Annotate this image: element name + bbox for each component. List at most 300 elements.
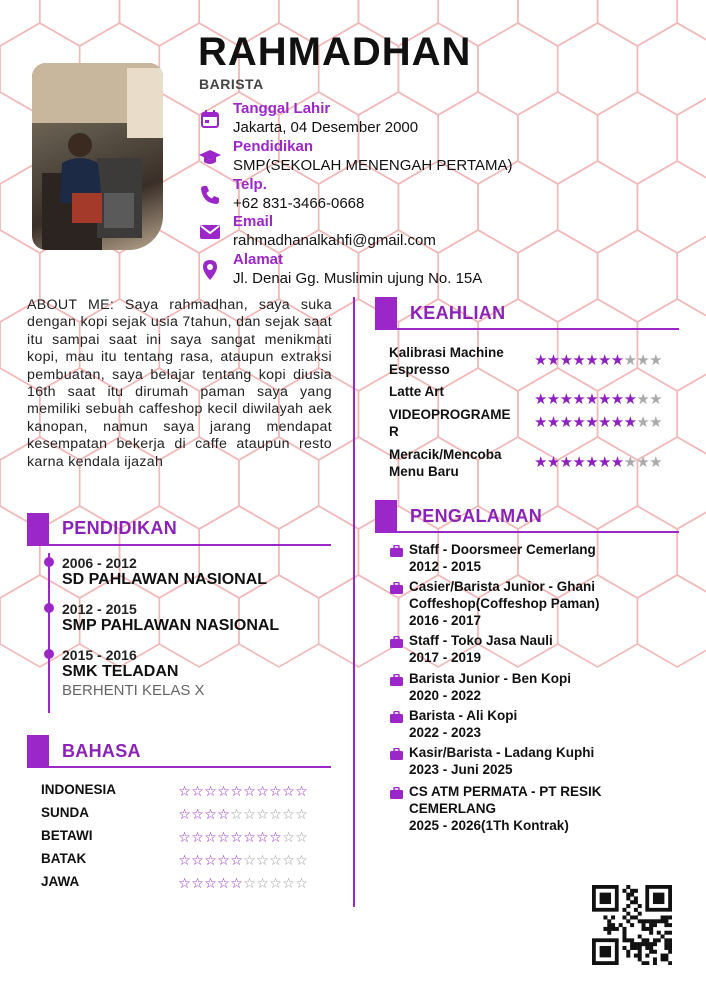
qr-module bbox=[638, 904, 642, 908]
hexagon-shape bbox=[120, 0, 200, 46]
column-divider bbox=[353, 297, 355, 907]
skill-name: VIDEOPROGRAME R bbox=[389, 407, 511, 439]
star-icon: ★ bbox=[597, 391, 612, 408]
qr-module bbox=[645, 954, 649, 958]
qr-module bbox=[668, 950, 672, 954]
qr-module bbox=[638, 946, 642, 950]
education-years: 2015 - 2016 bbox=[62, 647, 137, 663]
skill-name: Kalibrasi Machine Espresso bbox=[389, 345, 504, 377]
qr-module bbox=[657, 931, 661, 935]
hexagon-shape bbox=[558, 437, 638, 529]
qr-module bbox=[661, 957, 665, 961]
star-icon: ★ bbox=[572, 391, 586, 408]
star-icon: ☆ bbox=[204, 783, 217, 799]
star-icon: ★ bbox=[636, 352, 650, 369]
skill-rating bbox=[534, 415, 662, 431]
qr-module bbox=[645, 946, 649, 950]
qr-module bbox=[622, 908, 626, 912]
language-name: JAWA bbox=[41, 874, 80, 889]
qr-module bbox=[626, 896, 630, 900]
qr-module bbox=[668, 946, 672, 950]
experience-line: 2017 - 2019 bbox=[409, 650, 482, 665]
hexagon-shape bbox=[637, 299, 706, 391]
qr-module bbox=[630, 923, 634, 927]
qr-module bbox=[661, 935, 665, 939]
contact-label: Telp. bbox=[233, 176, 267, 193]
qr-module bbox=[668, 942, 672, 946]
star-icon: ★ bbox=[623, 352, 638, 369]
star-icon: ★ bbox=[623, 454, 638, 471]
star-icon: ☆ bbox=[295, 875, 308, 891]
qr-module bbox=[668, 931, 672, 935]
qr-module bbox=[642, 961, 646, 965]
qr-module bbox=[611, 927, 615, 931]
timeline-dot bbox=[44, 649, 54, 659]
education-school: SD PAHLAWAN NASIONAL bbox=[62, 571, 268, 588]
experience-line: 2012 - 2015 bbox=[409, 559, 482, 574]
qr-module bbox=[638, 912, 642, 916]
qr-module bbox=[642, 923, 646, 927]
name-heading: RAHMADHAN bbox=[198, 30, 472, 74]
skill-rating bbox=[534, 353, 662, 369]
language-rating bbox=[178, 875, 308, 891]
star-icon: ☆ bbox=[243, 875, 256, 891]
qr-module bbox=[649, 942, 653, 946]
qr-module bbox=[645, 919, 649, 923]
qr-module bbox=[626, 893, 630, 897]
qr-module bbox=[664, 915, 668, 919]
hexagon-shape bbox=[637, 161, 706, 253]
qr-module bbox=[664, 931, 668, 935]
star-icon: ☆ bbox=[204, 829, 217, 845]
star-icon: ☆ bbox=[295, 852, 308, 868]
language-name: BATAK bbox=[41, 851, 87, 866]
timeline-line bbox=[48, 553, 50, 713]
job-title: BARISTA bbox=[199, 76, 264, 92]
qr-module bbox=[626, 904, 630, 908]
hexagon-shape bbox=[558, 299, 638, 391]
star-icon: ☆ bbox=[217, 852, 230, 868]
qr-module bbox=[630, 900, 634, 904]
experience-line: Barista Junior - Ben Kopi bbox=[409, 671, 572, 686]
qr-module bbox=[661, 919, 665, 923]
star-icon: ☆ bbox=[204, 852, 217, 868]
contact-value: Jl. Denai Gg. Muslimin ujung No. 15A bbox=[233, 270, 483, 287]
qr-module bbox=[653, 923, 657, 927]
section-underline bbox=[27, 766, 331, 768]
about-me-text: ABOUT ME: Saya rahmadhan, saya suka dengan kopi sejak usia 7tahun, dan sejak saat itu sampai saat ini saya sangat menikmati kopi, mau itu tentang rasa, ataupun extraksi pembuatan, saya belajar tentang kopi diusia 16th saat itu dirumah paman saya yang memiliki sebuah caffeshop kecil diwilayah aek kanopan, namun saya jarang mendapat kesempatan bekerja di caffe ataupun resto karna kendala ijazah bbox=[27, 297, 332, 470]
star-icon: ★ bbox=[585, 454, 599, 471]
section-marker bbox=[375, 297, 397, 329]
star-icon: ★ bbox=[546, 454, 561, 471]
qr-module bbox=[622, 889, 626, 893]
qr-finder bbox=[600, 946, 611, 957]
qr-module bbox=[668, 923, 672, 927]
qr-module bbox=[668, 961, 672, 965]
qr-module bbox=[642, 942, 646, 946]
qr-module bbox=[630, 946, 634, 950]
star-icon: ★ bbox=[546, 391, 561, 408]
experience-line: Staff - Toko Jasa Nauli bbox=[409, 633, 553, 648]
star-icon: ★ bbox=[597, 454, 612, 471]
star-icon: ☆ bbox=[217, 875, 230, 891]
barista-photo-illustration bbox=[32, 63, 163, 250]
experience-line: Barista - Ali Kopi bbox=[409, 708, 518, 723]
briefcase-icon bbox=[390, 786, 403, 797]
education-years: 2012 - 2015 bbox=[62, 601, 137, 617]
star-icon: ★ bbox=[572, 352, 586, 369]
qr-module bbox=[626, 885, 630, 889]
star-icon: ☆ bbox=[230, 783, 243, 799]
star-icon: ☆ bbox=[243, 783, 256, 799]
star-icon: ☆ bbox=[178, 829, 191, 845]
star-icon: ☆ bbox=[217, 806, 230, 822]
qr-module bbox=[638, 942, 642, 946]
experience-entry bbox=[409, 783, 669, 834]
star-icon: ☆ bbox=[191, 806, 204, 822]
qr-module bbox=[661, 954, 665, 958]
star-icon: ☆ bbox=[191, 783, 204, 799]
education-years: 2006 - 2012 bbox=[62, 555, 137, 571]
qr-module bbox=[657, 938, 661, 942]
qr-module bbox=[657, 919, 661, 923]
briefcase-icon bbox=[390, 635, 403, 646]
qr-module bbox=[626, 919, 630, 923]
star-icon: ☆ bbox=[295, 783, 308, 799]
qr-module bbox=[649, 931, 653, 935]
qr-module bbox=[611, 915, 615, 919]
language-name: SUNDA bbox=[41, 805, 90, 820]
qr-module bbox=[645, 927, 649, 931]
briefcase-icon bbox=[390, 544, 403, 555]
education-heading: PENDIDIKAN bbox=[62, 518, 178, 538]
education-school: SMP PAHLAWAN NASIONAL bbox=[62, 617, 280, 634]
star-icon: ☆ bbox=[256, 806, 269, 822]
star-icon: ☆ bbox=[256, 852, 269, 868]
qr-module bbox=[634, 908, 638, 912]
star-icon: ☆ bbox=[282, 829, 295, 845]
qr-module bbox=[626, 938, 630, 942]
hexagon-shape bbox=[518, 230, 598, 322]
qr-module bbox=[642, 938, 646, 942]
star-icon: ★ bbox=[585, 352, 599, 369]
star-icon: ★ bbox=[597, 414, 612, 431]
star-icon: ★ bbox=[649, 391, 663, 408]
language-rating bbox=[178, 852, 308, 868]
star-icon: ★ bbox=[610, 414, 625, 431]
contact-value: +62 831-3466-0668 bbox=[233, 195, 365, 212]
contact-label: Tanggal Lahir bbox=[233, 100, 331, 117]
star-icon: ☆ bbox=[178, 783, 191, 799]
experience-line: Coffeshop(Coffeshop Paman) bbox=[409, 596, 600, 611]
star-icon: ★ bbox=[534, 352, 548, 369]
star-icon: ☆ bbox=[230, 875, 243, 891]
star-icon: ★ bbox=[610, 454, 625, 471]
qr-module bbox=[626, 950, 630, 954]
experience-entry bbox=[409, 707, 669, 741]
experience-line: Staff - Doorsmeer Cemerlang bbox=[409, 542, 596, 557]
qr-module bbox=[638, 935, 642, 939]
experience-heading: PENGALAMAN bbox=[410, 506, 542, 526]
qr-module bbox=[634, 889, 638, 893]
qr-module bbox=[622, 927, 626, 931]
star-icon: ☆ bbox=[295, 829, 308, 845]
briefcase-icon bbox=[390, 673, 403, 684]
qr-module bbox=[634, 915, 638, 919]
qr-module bbox=[603, 927, 607, 931]
star-icon: ★ bbox=[610, 352, 625, 369]
qr-module bbox=[634, 946, 638, 950]
hexagon-shape bbox=[0, 0, 40, 46]
qr-module bbox=[653, 957, 657, 961]
skill-rating bbox=[534, 392, 662, 408]
contact-value: Jakarta, 04 Desember 2000 bbox=[233, 119, 419, 136]
qr-module bbox=[626, 954, 630, 958]
qr-module bbox=[622, 946, 626, 950]
skill-name: Meracik/Mencoba Menu Baru bbox=[389, 447, 502, 479]
star-icon: ☆ bbox=[191, 875, 204, 891]
qr-module bbox=[645, 942, 649, 946]
qr-module bbox=[649, 927, 653, 931]
qr-module bbox=[607, 919, 611, 923]
qr-module bbox=[619, 923, 623, 927]
language-name: BETAWI bbox=[41, 828, 93, 843]
qr-module bbox=[638, 950, 642, 954]
star-icon: ☆ bbox=[282, 806, 295, 822]
hexagon-shape bbox=[598, 92, 678, 184]
hexagon-shape bbox=[598, 230, 678, 322]
star-icon: ★ bbox=[546, 414, 561, 431]
star-icon: ★ bbox=[534, 391, 548, 408]
star-icon: ★ bbox=[636, 454, 650, 471]
qr-module bbox=[630, 893, 634, 897]
star-icon: ☆ bbox=[243, 852, 256, 868]
qr-module bbox=[622, 931, 626, 935]
qr-module bbox=[664, 919, 668, 923]
skill-rating bbox=[534, 455, 662, 471]
qr-module bbox=[668, 915, 672, 919]
experience-line: 2022 - 2023 bbox=[409, 725, 482, 740]
section-underline bbox=[27, 544, 331, 546]
star-icon: ☆ bbox=[243, 806, 256, 822]
experience-entry bbox=[409, 744, 669, 778]
contact-value: rahmadhanalkahfi@gmail.com bbox=[233, 232, 436, 249]
qr-module bbox=[611, 923, 615, 927]
star-icon: ☆ bbox=[269, 852, 282, 868]
star-icon: ☆ bbox=[256, 875, 269, 891]
qr-module bbox=[634, 900, 638, 904]
qr-module bbox=[630, 889, 634, 893]
star-icon: ☆ bbox=[204, 806, 217, 822]
education-school: SMK TELADAN bbox=[62, 663, 179, 680]
timeline-dot bbox=[44, 557, 54, 567]
hexagon-shape bbox=[279, 506, 359, 598]
contact-label: Email bbox=[233, 213, 274, 230]
hexagon-shape bbox=[637, 437, 706, 529]
qr-module bbox=[634, 954, 638, 958]
contact-graduation-cap-icon bbox=[198, 145, 222, 169]
star-icon: ★ bbox=[572, 414, 586, 431]
hexagon-shape bbox=[478, 23, 558, 115]
star-icon: ★ bbox=[559, 454, 574, 471]
qr-module bbox=[649, 919, 653, 923]
star-icon: ★ bbox=[559, 391, 574, 408]
section-marker bbox=[27, 735, 49, 767]
qr-module bbox=[622, 938, 626, 942]
qr-module bbox=[649, 946, 653, 950]
qr-module bbox=[634, 942, 638, 946]
qr-module bbox=[664, 954, 668, 958]
profile-photo bbox=[32, 63, 163, 250]
qr-module bbox=[642, 927, 646, 931]
qr-module bbox=[630, 915, 634, 919]
star-icon: ☆ bbox=[269, 829, 282, 845]
qr-module bbox=[607, 931, 611, 935]
qr-module bbox=[653, 938, 657, 942]
language-rating bbox=[178, 806, 308, 822]
star-icon: ☆ bbox=[230, 852, 243, 868]
star-icon: ☆ bbox=[217, 829, 230, 845]
star-icon: ☆ bbox=[282, 875, 295, 891]
star-icon: ★ bbox=[534, 414, 548, 431]
hexagon-shape bbox=[518, 92, 598, 184]
experience-line: CS ATM PERMATA - PT RESIK bbox=[409, 784, 602, 799]
skills-heading: KEAHLIAN bbox=[410, 303, 506, 323]
qr-module bbox=[664, 942, 668, 946]
star-icon: ☆ bbox=[191, 829, 204, 845]
hexagon-shape bbox=[558, 161, 638, 253]
briefcase-icon bbox=[390, 747, 403, 758]
hexagon-shape bbox=[319, 575, 399, 667]
briefcase-icon bbox=[390, 581, 403, 592]
hexagon-shape bbox=[637, 23, 706, 115]
qr-module bbox=[668, 938, 672, 942]
experience-entry bbox=[409, 632, 669, 666]
qr-module bbox=[638, 919, 642, 923]
star-icon: ★ bbox=[597, 352, 612, 369]
qr-module bbox=[630, 942, 634, 946]
star-icon: ☆ bbox=[269, 783, 282, 799]
qr-module bbox=[607, 923, 611, 927]
experience-line: 2023 - Juni 2025 bbox=[409, 762, 513, 777]
star-icon: ★ bbox=[649, 352, 663, 369]
experience-line: 2025 - 2026(1Th Kontrak) bbox=[409, 818, 569, 833]
section-underline bbox=[375, 328, 679, 330]
experience-line: 2016 - 2017 bbox=[409, 613, 482, 628]
experience-line: 2020 - 2022 bbox=[409, 688, 482, 703]
qr-code bbox=[592, 885, 672, 965]
star-icon: ☆ bbox=[282, 783, 295, 799]
star-icon: ★ bbox=[623, 391, 638, 408]
star-icon: ★ bbox=[559, 352, 574, 369]
star-icon: ☆ bbox=[178, 806, 191, 822]
qr-module bbox=[607, 927, 611, 931]
qr-module bbox=[664, 923, 668, 927]
hexagon-shape bbox=[677, 0, 706, 46]
star-icon: ☆ bbox=[269, 875, 282, 891]
experience-line: Casier/Barista Junior - Ghani bbox=[409, 579, 596, 594]
star-icon: ☆ bbox=[178, 852, 191, 868]
qr-finder bbox=[653, 893, 664, 904]
star-icon: ☆ bbox=[230, 806, 243, 822]
timeline-dot bbox=[44, 603, 54, 613]
star-icon: ★ bbox=[572, 454, 586, 471]
language-name: INDONESIA bbox=[41, 782, 117, 797]
hexagon-shape bbox=[558, 23, 638, 115]
experience-entry bbox=[409, 670, 669, 704]
contact-label: Alamat bbox=[233, 251, 284, 268]
skill-name: Latte Art bbox=[389, 384, 445, 399]
star-icon: ★ bbox=[623, 414, 638, 431]
experience-entry bbox=[409, 541, 669, 575]
qr-module bbox=[664, 946, 668, 950]
star-icon: ☆ bbox=[256, 783, 269, 799]
qr-finder bbox=[600, 893, 611, 904]
star-icon: ★ bbox=[534, 454, 548, 471]
qr-module bbox=[638, 957, 642, 961]
section-underline bbox=[375, 531, 679, 533]
experience-entry bbox=[409, 578, 669, 629]
contact-calendar-icon bbox=[198, 107, 222, 131]
language-rating bbox=[178, 783, 308, 799]
star-icon: ☆ bbox=[191, 852, 204, 868]
qr-module bbox=[653, 950, 657, 954]
star-icon: ☆ bbox=[178, 875, 191, 891]
qr-module bbox=[626, 912, 630, 916]
qr-module bbox=[645, 938, 649, 942]
language-heading: BAHASA bbox=[62, 741, 141, 761]
qr-module bbox=[645, 961, 649, 965]
qr-module bbox=[603, 915, 607, 919]
contact-location-pin-icon bbox=[198, 258, 222, 282]
qr-module bbox=[653, 919, 657, 923]
star-icon: ☆ bbox=[243, 829, 256, 845]
star-icon: ★ bbox=[610, 391, 625, 408]
star-icon: ★ bbox=[649, 414, 663, 431]
contact-phone-icon bbox=[198, 183, 222, 207]
qr-module bbox=[642, 919, 646, 923]
contact-value: SMP(SEKOLAH MENENGAH PERTAMA) bbox=[233, 157, 513, 174]
qr-module bbox=[634, 896, 638, 900]
qr-module bbox=[653, 961, 657, 965]
contact-label: Pendidikan bbox=[233, 138, 314, 155]
hexagon-shape bbox=[478, 161, 558, 253]
star-icon: ☆ bbox=[295, 806, 308, 822]
section-marker bbox=[375, 500, 397, 532]
qr-module bbox=[630, 938, 634, 942]
experience-line: Kasir/Barista - Ladang Kuphi bbox=[409, 745, 595, 760]
star-icon: ☆ bbox=[217, 783, 230, 799]
star-icon: ★ bbox=[559, 414, 574, 431]
briefcase-icon bbox=[390, 710, 403, 721]
section-marker bbox=[27, 513, 49, 545]
hexagon-shape bbox=[40, 0, 120, 46]
qr-module bbox=[664, 938, 668, 942]
qr-module bbox=[622, 915, 626, 919]
star-icon: ★ bbox=[585, 391, 599, 408]
experience-line: CEMERLANG bbox=[409, 801, 496, 816]
qr-module bbox=[638, 954, 642, 958]
qr-module bbox=[664, 957, 668, 961]
star-icon: ★ bbox=[636, 414, 650, 431]
star-icon: ★ bbox=[649, 454, 663, 471]
star-icon: ☆ bbox=[230, 829, 243, 845]
star-icon: ★ bbox=[546, 352, 561, 369]
star-icon: ☆ bbox=[256, 829, 269, 845]
qr-module bbox=[653, 942, 657, 946]
star-icon: ☆ bbox=[282, 852, 295, 868]
qr-module bbox=[649, 950, 653, 954]
